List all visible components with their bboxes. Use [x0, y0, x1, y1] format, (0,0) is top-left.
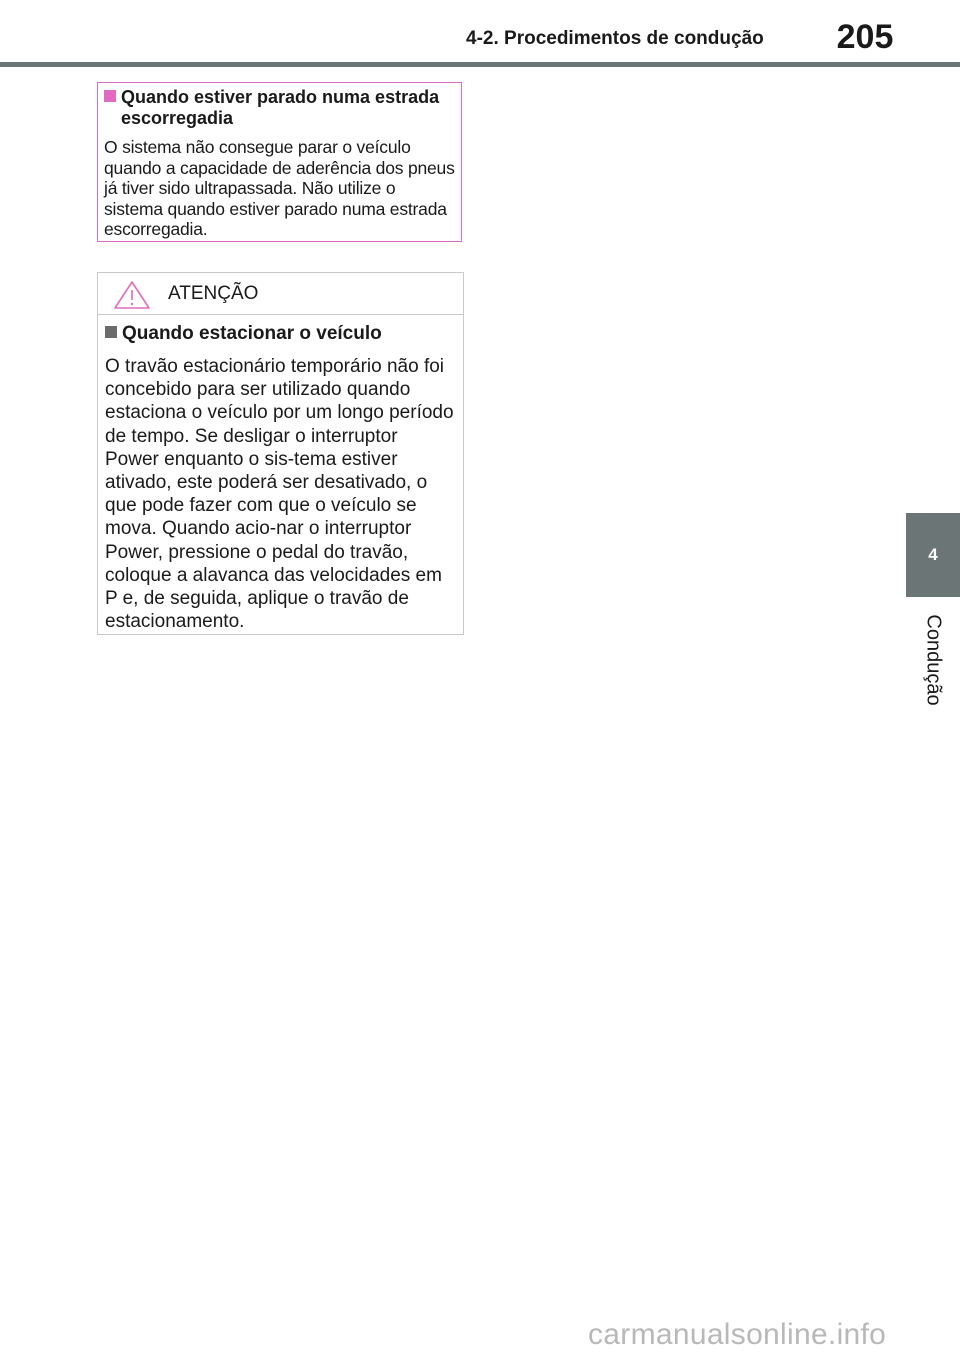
header-rule — [0, 62, 960, 67]
chapter-tab — [906, 513, 960, 597]
warning-heading-text: Quando estacionar o veículo — [122, 323, 382, 344]
chapter-number: 4 — [928, 545, 938, 564]
warning-triangle-icon — [113, 280, 151, 310]
page-number: 205 — [836, 18, 894, 56]
info-heading-text: Quando estiver parado numa estrada escorregadia — [121, 87, 440, 128]
square-bullet-icon — [105, 326, 117, 338]
warning-box — [97, 272, 464, 635]
chapter-label: Condução — [922, 614, 945, 706]
warning-body: O travão estacionário temporário não foi concebido para ser utilizado quando estaciona o veículo por um longo período de tempo. Se desligar o interruptor Power enquanto o sis-tema estiver ativado, este poderá ser desativado, o que pode fazer com que o veículo se mova. Quando acio-nar o interruptor Power, pressione o pedal do travão, coloque a alavanca das velocidades em P e, de seguida, aplique o travão de estacionamento. — [105, 356, 454, 633]
warning-header — [98, 273, 463, 315]
section-title: 4-2. Procedimentos de condução — [466, 28, 764, 49]
info-body: O sistema não consegue parar o veículo quando a capacidade de aderência dos pneus já tiver sido ultrapassada. Não utilize o sistema quando estiver parado numa estrada escorregadia. — [104, 137, 455, 239]
warning-label: ATENÇÃO — [168, 283, 259, 304]
warning-heading — [105, 323, 455, 345]
square-bullet-icon — [104, 90, 116, 102]
watermark: carmanualsonline.info — [588, 1318, 887, 1351]
warning-content — [98, 315, 463, 633]
info-box — [97, 82, 462, 242]
info-heading — [104, 87, 455, 129]
